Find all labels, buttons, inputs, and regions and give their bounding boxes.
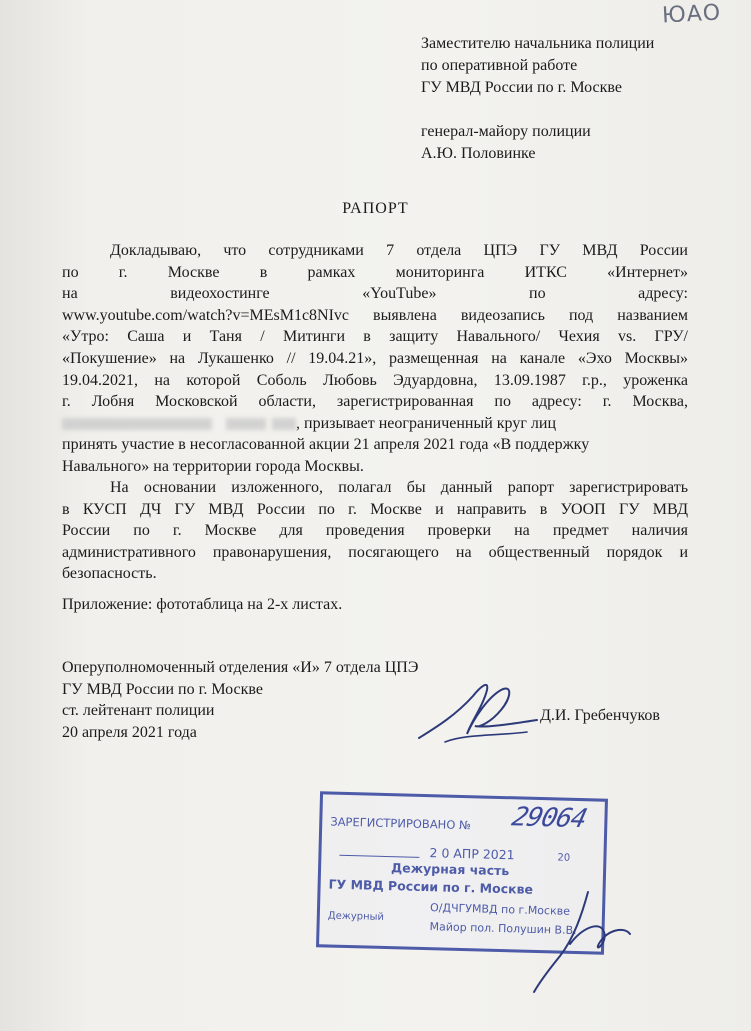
handwritten-signature	[415, 676, 545, 752]
report-paragraph-2	[62, 477, 688, 585]
attachment-note: Приложение: фототаблица на 2-х листах.	[62, 596, 343, 613]
text-line: на видеохостинге «YouTube» по адресу:	[62, 285, 688, 303]
text-line: «Утро: Саша и Таня / Митинги в защиту Навального/ Чехия vs. ГРУ/	[62, 328, 688, 346]
redacted-address	[226, 418, 266, 430]
text-line: принять участие в несогласованной акции 21 апреля 2021 года «В поддержку	[62, 436, 590, 454]
text-line: Навального» на территории города Москвы.	[62, 457, 364, 475]
addressee-line: А.Ю. Половинке	[421, 145, 536, 162]
text-line: На основании изложенного, полагал бы данный рапорт зарегистрировать	[110, 479, 688, 496]
officer-department: ГУ МВД России по г. Москве	[62, 680, 263, 698]
text-line: по г. Москве в рамках мониторинга ИТКС «Интернет»	[62, 263, 688, 281]
addressee-line: ГУ МВД России по г. Москве	[421, 79, 622, 96]
text-line: 19.04.2021, на которой Соболь Любовь Эдуардовна, 13.09.1987 г.р., уроженка	[62, 371, 688, 389]
document-title: РАПОРТ	[342, 200, 409, 217]
text-line: г. Лобня Московской области, зарегистрированная по адресу: г. Москва,	[62, 393, 688, 411]
text-line: www.youtube.com/watch?v=MEsM1c8NIvc выявлена видеозапись под названием	[62, 306, 688, 324]
stamp-duty-unit: Дежурная часть	[390, 860, 510, 879]
text-line: административного правонарушения, посягающего на общественный порядок и	[62, 543, 688, 561]
addressee-line: по оперативной работе	[421, 57, 578, 74]
stamp-underline	[339, 855, 419, 858]
stamp-department: ГУ МВД России по г. Москве	[328, 876, 534, 897]
signature-block	[62, 657, 418, 743]
handwritten-corner-note: ЮАО	[661, 0, 722, 29]
redacted-address	[272, 418, 296, 430]
text-line: России по г. Москве для проведения проверки на предмет наличия	[62, 522, 688, 540]
stamp-date: 2 0 АПР 2021	[429, 845, 515, 863]
stamp-duty-label: Дежурный	[327, 910, 385, 923]
addressee-block	[421, 33, 654, 165]
stamp-signature	[530, 884, 640, 999]
stamp-registered-label: ЗАРЕГИСТРИРОВАНО №	[330, 814, 472, 833]
report-paragraph-1	[62, 240, 688, 478]
stamp-registration-number: 29064	[508, 802, 590, 835]
addressee-line: Заместителю начальника полиции	[421, 35, 655, 52]
stamp-abbreviation: О/ДЧГУМВД по г.Москве	[429, 901, 571, 918]
signer-name: Д.И. Гребенчуков	[540, 707, 660, 724]
text-line: безопасность.	[62, 565, 157, 583]
text-line: в КУСП ДЧ ГУ МВД России по г. Москве и направить в УООП ГУ МВД	[62, 500, 688, 518]
officer-position: Оперуполномоченный отделения «И» 7 отдела ЦПЭ	[62, 659, 419, 676]
report-date: 20 апреля 2021 года	[62, 723, 197, 741]
text-fragment: , призывает неограниченный круг лиц	[296, 414, 557, 432]
stamp-officer-rank: Майор пол. Полушин В.В.	[429, 920, 577, 938]
addressee-line: генерал-майору полиции	[421, 123, 591, 140]
officer-rank: ст. лейтенант полиции	[62, 702, 215, 720]
text-line: Докладываю, что сотрудниками 7 отдела ЦПЭ ГУ МВД России	[110, 242, 688, 259]
text-line	[62, 413, 688, 435]
stamp-year-suffix: 20	[557, 852, 571, 864]
redacted-address	[62, 418, 212, 430]
text-line: «Покушение» на Лукашенко // 19.04.21», размещенная на канале «Эхо Москвы»	[62, 349, 688, 367]
